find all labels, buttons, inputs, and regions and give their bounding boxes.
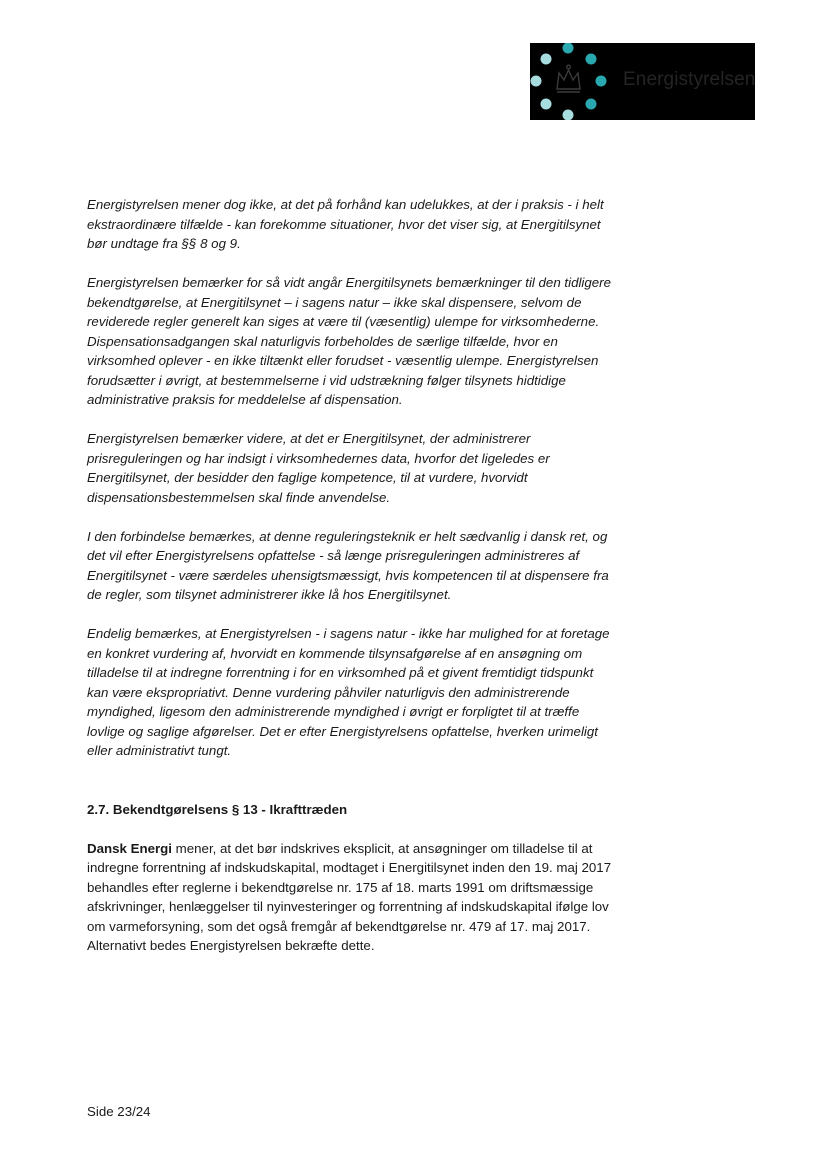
section-paragraph	[87, 839, 612, 956]
logo-text: Energistyrelsen	[623, 69, 755, 90]
paragraph: I den forbindelse bemærkes, at denne reguleringsteknik er helt sædvanlig i dansk ret, og det vil efter Energistyrelsens opfattelse - så længe prisreguleringen administreres af Energitilsynet - være særdeles uhensigtsmæssigt, hvis kompetencen til at dispensere fra de regler, som tilsynet administrerer ikke lå hos Energitilsynet.	[87, 528, 609, 602]
document-body	[87, 195, 612, 975]
paragraph: Energistyrelsen bemærker videre, at det er Energitilsynet, der administrerer prisreguleringen og har indsigt i virksomhedernes data, hvorfor det ligeledes er Energitilsynet, der besidder den faglige kompetence, til at vurdere, hvorvidt dispensationsbestemmelsen skal finde anvendelse.	[87, 431, 550, 505]
energistyrelsen-logo	[530, 43, 755, 120]
party-name: Dansk Energi	[87, 840, 172, 856]
section-heading: 2.7. Bekendtgørelsens § 13 - Ikrafttræden	[87, 801, 348, 817]
paragraph: Endelig bemærkes, at Energistyrelsen - i sagens natur - ikke har mulighed for at foretage en konkret vurdering af, hvorvidt en kommende tilsynsafgørelse af en ansøgning om tilladelse til at indregne forrentning i for en virksomhed på et givent fremtidigt tidspunkt kan være ekspropriativt. Denne vurdering påhviler naturligvis den administrerende myndighed, ligesom den administrerende myndighed i øvrigt er forpligtet til at træffe lovlige og saglige afgørelser. Det er efter Energistyrelsens opfattelse, hverken urimeligt eller administrativt tungt.	[87, 626, 610, 758]
paragraph: Energistyrelsen mener dog ikke, at det på forhånd kan udelukkes, at der i praksis - i helt ekstraordinære tilfælde - kan forekomme situationer, hvor det viser sig, at Energitilsynet bør undtage fra §§ 8 og 9.	[87, 197, 604, 251]
page-number: Side 23/24	[87, 1104, 151, 1119]
italic-paragraphs	[87, 195, 612, 761]
section-body-text: mener, at det bør indskrives eksplicit, at ansøgninger om tilladelse til at indregne forrentning af indskudskapital, modtaget i Energitilsynet inden den 19. maj 2017 behandles efter reglerne i bekendtgørelse nr. 175 af 18. marts 1991 om driftsmæssige afskrivninger, henlæggelser til nyinvesteringer og forrentning af indskudskapital ifølge lov om varmeforsyning, som det også fremgår af bekendtgørelse nr. 479 af 17. maj 2017. Alternativt bedes Energistyrelsen bekræfte dette.	[87, 840, 612, 953]
paragraph: Energistyrelsen bemærker for så vidt angår Energitilsynets bemærkninger til den tidligere bekendtgørelse, at Energitilsynet – i sagens natur – ikke skal dispensere, selvom de reviderede regler generelt kan siges at være til (væsentlig) ulempe for virksomhederne. Dispensationsadgangen skal naturligvis forbeholdes de særlige tilfælde, hvor en virksomhed oplever - en ikke tiltænkt eller forudset - væsentlig ulempe. Energistyrelsen forudsætter i øvrigt, at bestemmelserne i vid udstrækning følger tilsynets hidtidige administrative praksis for meddelelse af dispensation.	[87, 275, 611, 407]
